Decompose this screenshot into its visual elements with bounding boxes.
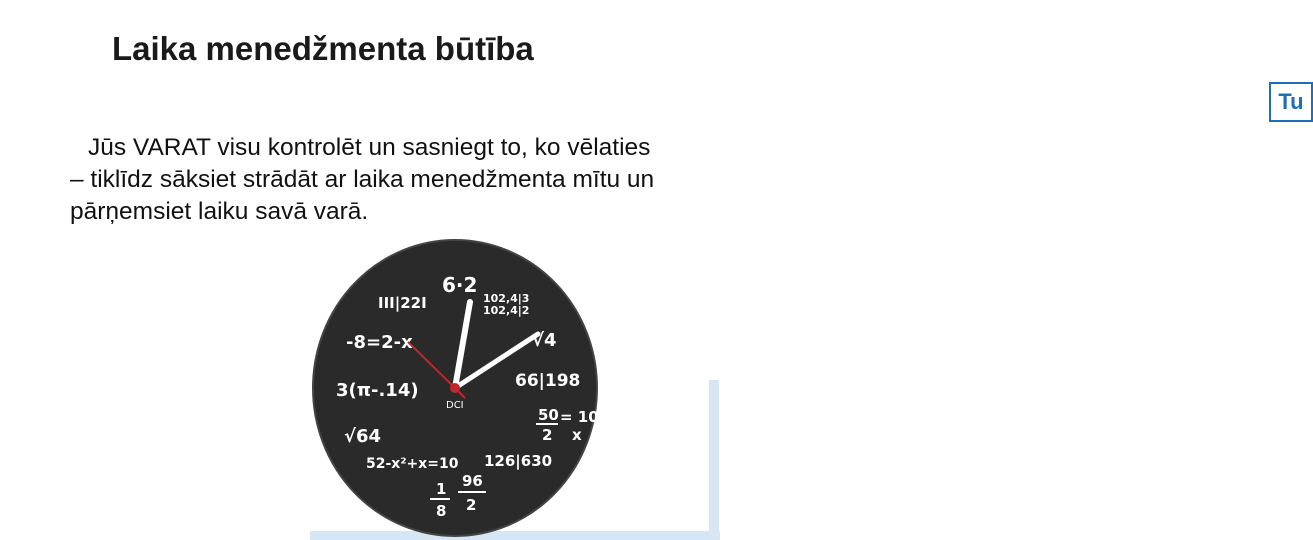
clock-center-pin [450, 383, 460, 393]
numeral-four-x: x [572, 426, 582, 444]
numeral-one-line1: 102,4|3 [483, 292, 530, 305]
numeral-ten: -8=2-x [346, 332, 413, 353]
body-text [70, 132, 670, 228]
numeral-six-num2: 96 [462, 472, 483, 490]
numeral-eleven: III|22I [378, 294, 427, 312]
numeral-four-eq: = 100 [560, 408, 610, 426]
numeral-four-num: 50 [538, 406, 559, 424]
numeral-eight: √64 [344, 426, 382, 447]
numeral-six-num: 1 [436, 480, 447, 498]
math-clock-image [310, 262, 610, 540]
body-paragraph: Jūs VARAT visu kontrolēt un sasniegt to, ko vēlaties – tiklīdz sāksiet strādāt ar laika menedžmenta mītu un pārņemsiet laiku savā varā. [70, 134, 655, 225]
numeral-five: 126|630 [484, 452, 553, 470]
logo-text: Tu [1269, 82, 1313, 122]
clock-brand: DCI [446, 400, 464, 411]
numeral-nine: 3(π-.14) [336, 380, 419, 401]
numeral-two: √4 [532, 330, 557, 351]
numeral-seven: 52-x²+x=10 [366, 456, 459, 472]
numeral-six-den2: 2 [466, 496, 477, 514]
logo [632, 38, 1304, 114]
numeral-four-den: 2 [542, 426, 553, 444]
numeral-six-den: 8 [436, 502, 447, 520]
numeral-twelve: 6·2 [442, 273, 478, 297]
accent-bar-vertical [709, 380, 719, 540]
numeral-three: 66|198 [515, 371, 581, 391]
slide-title: Laika menedžmenta būtība [112, 30, 534, 67]
numeral-one-line2: 102,4|2 [483, 304, 530, 317]
